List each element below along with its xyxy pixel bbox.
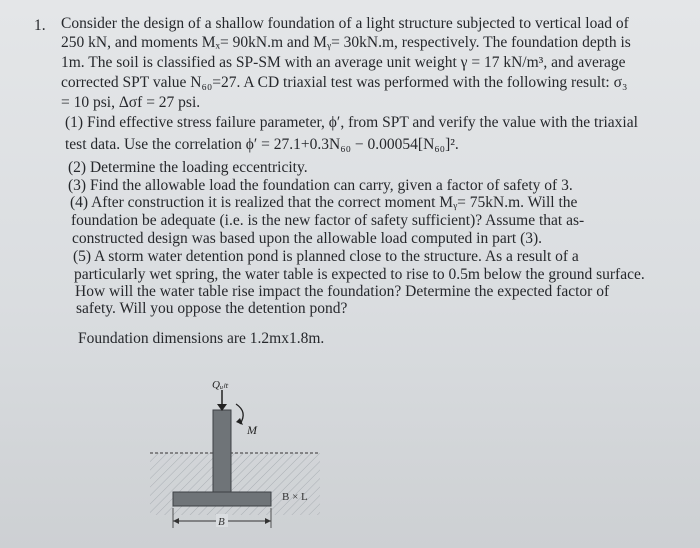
- part-5-line-4: safety. Will you oppose the detention pond?: [76, 300, 348, 317]
- foundation-dimensions: Foundation dimensions are 1.2mx1.8m.: [78, 330, 325, 347]
- problem-number: 1.: [34, 17, 46, 34]
- moment-label: M: [247, 423, 257, 437]
- intro-line-1: Consider the design of a shallow foundation of a light structure subjected to vertical load of: [61, 15, 629, 32]
- part-5-line-3: How will the water table rise impact the foundation? Determine the expected factor of: [75, 283, 610, 300]
- part-5-line-1: (5) A storm water detention pond is planned close to the structure. As a result of a: [73, 248, 579, 265]
- width-label: B: [218, 516, 225, 528]
- intro-line-4: corrected SPT value N₆₀=27. A CD triaxial test was performed with the following result: σ₃: [61, 74, 628, 91]
- width-arrow-right: [265, 518, 271, 524]
- foundation-diagram: [140, 378, 500, 544]
- part-5-line-2: particularly wet spring, the water table is expected to rise to 0.5m below the ground surface.: [74, 266, 645, 283]
- part-3: (3) Find the allowable load the foundation can carry, given a factor of safety of 3.: [68, 177, 573, 194]
- part-4-line-3: constructed design was based upon the allowable load computed in part (3).: [72, 230, 543, 247]
- area-label: B × L: [282, 491, 308, 503]
- load-label: Qᵤₗₜ: [212, 379, 229, 391]
- intro-line-2: 250 kN, and moments Mₓ= 90kN.m and Mᵧ= 30kN.m, respectively. The foundation depth is: [61, 34, 631, 51]
- part-2: (2) Determine the loading eccentricity.: [68, 159, 308, 176]
- intro-line-5: = 10 psi, Δσf = 27 psi.: [61, 94, 201, 111]
- part-4-line-2: foundation be adequate (i.e. is the new factor of safety sufficient)? Assume that as-: [71, 212, 585, 229]
- part-1-line-2: test data. Use the correlation ϕ′ = 27.1+0.3N₆₀ − 0.00054[N₆₀]².: [65, 136, 459, 153]
- intro-line-3: 1m. The soil is classified as SP-SM with an average unit weight γ = 17 kN/m³, and average: [61, 54, 626, 71]
- part-1-line-1: (1) Find effective stress failure parameter, ϕ′, from SPT and verify the value with the triaxial: [65, 114, 638, 131]
- width-arrow-left: [173, 518, 179, 524]
- footing: [173, 492, 271, 506]
- column: [213, 410, 231, 492]
- part-4-line-1: (4) After construction it is realized that the correct moment Mᵧ= 75kN.m. Will the: [70, 194, 578, 211]
